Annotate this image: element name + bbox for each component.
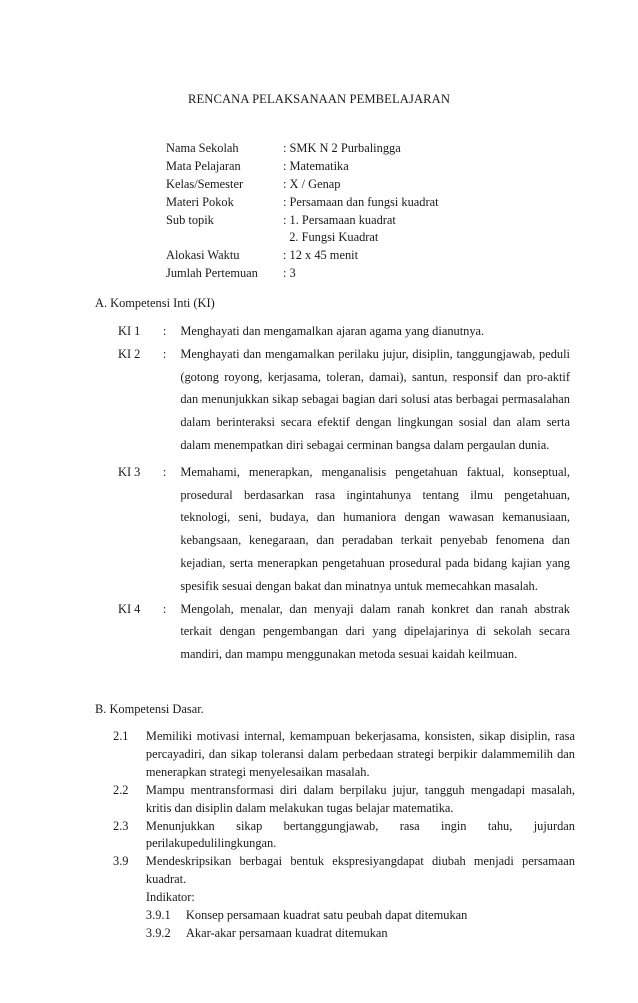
indikator-item (146, 907, 575, 925)
info-label: Jumlah Pertemuan (166, 266, 258, 281)
ki-number: KI 2 (118, 346, 141, 361)
info-value: : X / Genap (283, 176, 341, 191)
kd-number: 2.3 (113, 818, 129, 833)
kd-number: 2.1 (113, 729, 129, 743)
info-label: Alokasi Waktu (166, 248, 240, 263)
info-row (166, 140, 439, 158)
indikator-number: 3.9.2 (145, 925, 171, 940)
info-table (166, 140, 439, 283)
indikator-label: Indikator: (145, 890, 195, 905)
info-row (166, 229, 439, 247)
kd-list (113, 728, 575, 943)
kd-number: 2.2 (113, 782, 129, 797)
kd-item (113, 818, 575, 854)
ki-item (110, 320, 570, 343)
kd-text: Memiliki motivasi internal, kemampuan bekerjasama, konsisten, sikap disiplin, rasa percayadiri, dan sikap toleransi dalam perbedaan strategi berpikir dalammemilih dan menerapkan strategi menyelesaikan masalah. (145, 729, 575, 779)
section-a-heading: A. Kompetensi Inti (KI) (95, 296, 215, 310)
indikator-item (146, 925, 575, 943)
info-value: 2. Fungsi Kuadrat (283, 230, 379, 245)
kd-number: 3.9 (113, 854, 129, 869)
kd-item (113, 728, 575, 782)
ki-item (110, 598, 570, 666)
info-label: Nama Sekolah (166, 141, 239, 155)
indikator-text: Akar-akar persamaan kuadrat ditemukan (185, 925, 388, 940)
ki-colon: : (162, 346, 167, 361)
section-b-heading: B. Kompetensi Dasar. (95, 702, 204, 716)
info-value: : SMK N 2 Purbalingga (283, 141, 401, 155)
kd-item (113, 853, 575, 943)
info-label: Mata Pelajaran (166, 158, 241, 173)
ki-number: KI 3 (118, 464, 141, 479)
kd-text: Mampu mentransformasi diri dalam berpilaku jujur, tangguh mengadapi masalah, kritis dan disiplin dalam melakukan tugas belajar matematika. (145, 782, 575, 815)
ki-number: KI 1 (118, 324, 141, 338)
indikator-text: Konsep persamaan kuadrat satu peubah dapat ditemukan (185, 908, 468, 923)
kd-text-content: Mendeskripsikan berbagai bentuk ekspresiyangdapat diubah menjadi persamaan kuadrat. (145, 854, 575, 887)
kd-item (113, 782, 575, 818)
ki-text: Menghayati dan mengamalkan ajaran agama yang dianutnya. (180, 324, 485, 338)
ki-item (110, 343, 570, 457)
info-label: Kelas/Semester (166, 176, 244, 191)
info-row (166, 212, 439, 230)
ki-colon: : (162, 324, 167, 338)
info-value: : Persamaan dan fungsi kuadrat (283, 194, 439, 209)
info-value: : 1. Persamaan kuadrat (283, 212, 396, 227)
info-label (166, 229, 283, 247)
ki-colon: : (162, 464, 167, 479)
info-value: : 12 x 45 menit (283, 248, 359, 263)
document-title: RENCANA PELAKSANAAN PEMBELAJARAN (187, 92, 451, 106)
info-row (166, 176, 439, 194)
info-label: Materi Pokok (166, 194, 234, 209)
indikator-number: 3.9.1 (145, 908, 171, 923)
ki-text: Mengolah, menalar, dan menyaji dalam ranah konkret dan ranah abstrak terkait dengan pengembangan dari yang dipelajarinya di sekolah secara mandiri, dan mampu menggunakan metoda sesuai kaidah keilmuan. (180, 601, 570, 662)
info-value: : 3 (283, 266, 296, 281)
info-row (166, 247, 439, 265)
kd-text (146, 853, 575, 943)
ki-text: Menghayati dan mengamalkan perilaku jujur, disiplin, tanggungjawab, peduli (gotong royong, kerjasama, toleran, damai), santun, responsif dan pro-aktif dan menunjukkan sikap sebagai bagian dari solusi atas berbagai permasalahan dalam berinteraksi secara efektif dengan lingkungan sosial dan alam serta dalam menempatkan diri sebagai cerminan bangsa dalam pergaulan dunia. (180, 346, 570, 452)
ki-list (110, 320, 570, 666)
ki-colon: : (162, 601, 167, 616)
ki-number: KI 4 (118, 601, 141, 616)
ki-item (110, 461, 570, 598)
info-row (166, 158, 439, 176)
kd-text: Menunjukkan sikap bertanggungjawab, rasa ingin tahu, jujurdan perilakupedulilingkungan. (145, 818, 575, 851)
ki-text: Memahami, menerapkan, menganalisis pengetahuan faktual, konseptual, prosedural berdasarkan rasa ingintahunya tentang ilmu pengetahuan, teknologi, seni, budaya, dan humaniora dengan wawasan kemanusiaan, kebangsaan, kenegaraan, dan peradaban terkait penyebab fenomena dan kejadian, serta menerapkan pengetahuan prosedural pada bidang kajian yang spesifik sesuai dengan bakat dan minatnya untuk memecahkan masalah. (180, 464, 570, 593)
info-label: Sub topik (166, 212, 214, 227)
info-value: : Matematika (283, 158, 349, 173)
info-row (166, 265, 439, 283)
info-row (166, 194, 439, 212)
